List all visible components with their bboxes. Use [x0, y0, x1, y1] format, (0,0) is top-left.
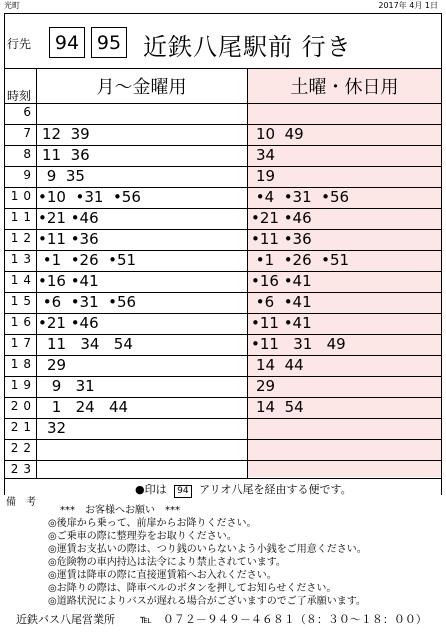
note-line: ◎お降りの際は、降車ベルのボタンを押してお知らせください。 [48, 583, 337, 594]
destination-title: 近鉄八尾駅前 行き [143, 33, 352, 61]
weekday-times: •1 •26 •51 [38, 251, 137, 269]
divider [36, 69, 37, 478]
holiday-times: •4 •31 •56 [251, 188, 350, 206]
divider [5, 103, 441, 104]
legend-prefix: ●印は [135, 483, 167, 496]
hour-cell: 21 [10, 420, 36, 434]
hour-cell: 23 [10, 462, 36, 476]
office-name: 近鉄バス八尾営業所 [16, 613, 115, 626]
legend-text [135, 481, 352, 498]
divider [5, 460, 441, 461]
hour-cell: 18 [10, 357, 36, 371]
hour-cell: 19 [10, 378, 36, 392]
notes-title: *** お客様へお願い *** [60, 505, 180, 516]
hour-cell: 7 [23, 126, 36, 140]
note-line: ◎危険物の車内持込は法令により禁止されています。 [48, 557, 286, 568]
timetable-sheet [4, 13, 442, 495]
holiday-times: 10 49 [256, 125, 304, 143]
legend-suffix: アリオ八尾を経由する便です。 [199, 483, 352, 496]
weekday-times: 1 24 44 [47, 398, 129, 416]
weekday-times: 11 34 54 [47, 335, 133, 353]
legend-route-badge: 94 [174, 485, 191, 498]
destination-label: 行先 [7, 37, 32, 51]
divider [5, 418, 441, 419]
hour-cell: 13 [10, 252, 36, 266]
weekday-times: •10 •31 •56 [38, 188, 141, 206]
hour-cell: 14 [10, 273, 36, 287]
holiday-times: 29 [256, 377, 276, 395]
hour-cell: 6 [23, 105, 36, 119]
hour-cell: 11 [10, 210, 36, 224]
notes-label: 備 考 [6, 497, 36, 508]
weekday-times: •6 •31 •56 [38, 293, 137, 311]
hour-cell: 12 [10, 231, 36, 245]
stop-name: 光町 [4, 1, 20, 10]
weekday-times: 32 [47, 419, 67, 437]
weekday-header: 月～金曜用 [96, 77, 187, 98]
holiday-times: 19 [256, 167, 276, 185]
hour-cell: 10 [10, 189, 36, 203]
holiday-times: 34 [256, 146, 276, 164]
weekday-times: 9 31 [47, 377, 95, 395]
note-line: ◎運賃お支払いの際は、つり銭のいらないよう小銭をご用意ください。 [48, 544, 367, 555]
note-line: ◎運賃は降車の際に直接運賃箱へお入れください。 [48, 570, 277, 581]
holiday-times: •11 •41 [251, 314, 312, 332]
weekday-times: 9 35 [42, 167, 85, 185]
hour-cell: 16 [10, 315, 36, 329]
hour-cell: 22 [10, 441, 36, 455]
hour-cell: 8 [23, 147, 36, 161]
hour-cell: 20 [10, 399, 36, 413]
weekday-times: •21 •46 [38, 314, 99, 332]
hour-cell: 15 [10, 294, 36, 308]
hour-cell: 9 [23, 168, 36, 182]
holiday-header: 土曜・休日用 [290, 77, 399, 98]
holiday-times: •21 •46 [251, 209, 312, 227]
weekday-times: •16 •41 [38, 272, 99, 290]
weekday-times: 29 [47, 356, 67, 374]
office-tel: ℡ ０７２－９４９－４６８１（８：３０～１８：００） [140, 613, 427, 626]
note-line: ◎道路状況によりバスが遅れる場合がございますのでご了承願います。 [48, 596, 366, 607]
holiday-times: 14 44 [256, 356, 304, 374]
holiday-times: •11 •36 [251, 230, 312, 248]
weekday-times: •21 •46 [38, 209, 99, 227]
divider [5, 355, 441, 356]
divider [247, 69, 248, 478]
route-badge-95: 95 [91, 27, 127, 58]
note-line: ◎後扉から乗って、前扉からお降りください。 [48, 518, 257, 529]
weekday-times: 11 36 [42, 146, 90, 164]
holiday-times: •6 •41 [251, 293, 312, 311]
divider [5, 439, 441, 440]
route-badge-94: 94 [49, 27, 85, 58]
holiday-times: •1 •26 •51 [251, 251, 350, 269]
holiday-times: •11 31 49 [251, 335, 346, 353]
holiday-times: •16 •41 [251, 272, 312, 290]
hour-label: 時刻 [7, 89, 32, 103]
weekday-times: •11 •36 [38, 230, 99, 248]
holiday-times: 14 54 [256, 398, 304, 416]
weekday-times: 12 39 [42, 125, 90, 143]
hour-cell: 17 [10, 336, 36, 350]
note-line: ◎ご乗車の際に整理券をお取りください。 [48, 531, 237, 542]
effective-date: 2017年 4月 1日 [378, 1, 438, 10]
